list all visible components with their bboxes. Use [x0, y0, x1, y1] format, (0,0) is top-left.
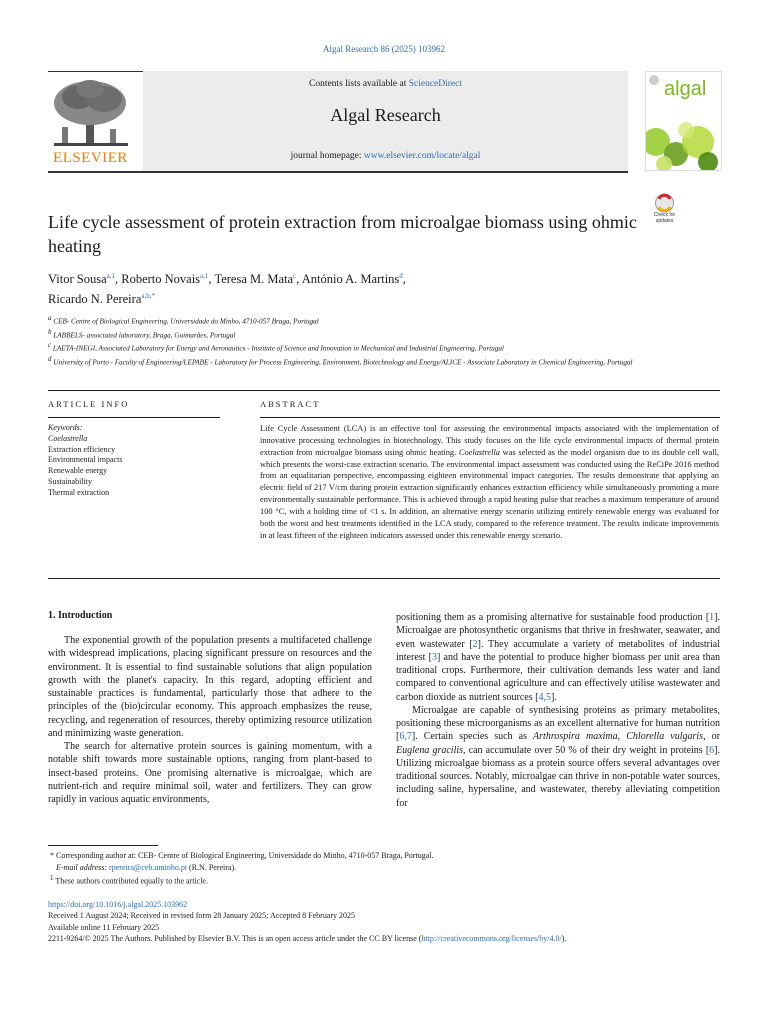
affiliation-item: $^d$ University of Porto - Faculty of Engineering/LEPABE - Laboratory for Process Engineering, Environment, Biotechnology and Energy/ALICE - Associate Laboratory in Chemical Engineering, Portugal — [48, 355, 633, 367]
author-name[interactable]: Teresa M. Mata — [214, 272, 294, 287]
section-divider — [48, 390, 720, 391]
received-dates: Received 1 August 2024; Received in revised form 28 January 2025; Accepted 8 February 2025 — [48, 911, 356, 921]
body-paragraph: The exponential growth of the population presents a multifaceted challenge with widespread implications, placing significant pressure on resources and the environment. It is essential to find sustainable solutions that align population growth with the planet's capacity. In this regard, adopting efficient and sustainable practices is fundamental, particularly those that adhere to the principles of the (bio)circular economy. This approach emphasizes the reuse, recycling, and regeneration of resources, thereby optimizing resource utilization and minimizing waste generation. — [48, 635, 372, 739]
check-updates-label: Check for updates — [653, 212, 676, 224]
author-affil-mark[interactable]: a,1 — [200, 272, 209, 280]
doi-link[interactable]: https://doi.org/10.1016/j.algal.2025.103962 — [48, 900, 188, 909]
body-paragraph: Microalgae are capable of synthesising proteins as primary metabolites, positioning these microorganisms as an excellent alternative for human nutrition [6,7]. Certain species such as Arthrospira maxima, Chlorella vulgaris, or Euglena gracilis, can accumulate over 50 % of their dry weight in proteins [6]. Utilizing microalgae biomass as a protein source offers several advantages over traditional sources. Notably, microalgae can thrive in non-potable water sources, including saline, hypersaline, and wastewater, thereby alleviating competition for — [396, 704, 720, 809]
footnote-equal: $^1$ These authors contributed equally to the article. — [50, 874, 208, 886]
abstract-bottom-rule — [48, 578, 720, 579]
author-affil-mark[interactable]: c — [293, 272, 297, 280]
banner-bottom-rule — [48, 171, 628, 173]
journal-citation[interactable]: Algal Research 86 (2025) 103962 — [323, 44, 445, 54]
keyword-item: Thermal extraction — [48, 487, 110, 497]
footnote-rule — [48, 845, 158, 846]
publication-info — [48, 899, 748, 944]
author-affil-mark[interactable]: a,b,* — [141, 292, 155, 301]
citation-link[interactable]: 6 — [709, 744, 715, 756]
license-link[interactable]: http://creativecommons.org/licenses/by/4.0/ — [421, 933, 562, 943]
footnote-corresponding: * Corresponding author at: CEB- Centre of Biological Engineering, Universidade do Minho, 4710-057 Braga, Portugal. — [48, 851, 434, 860]
license-line: 2211-9264/© 2025 The Authors. Published by Elsevier B.V. This is an open access article under the CC BY license (http://creativecommons.org/licenses/by/4.0/). — [48, 933, 567, 943]
footnote-email: E-mail address: rpereira@ceb.uminho.pt (R.N. Pereira). — [56, 862, 237, 872]
keyword-item: Sustainability — [48, 476, 92, 486]
body-column-left — [48, 634, 372, 806]
article-info-heading: ARTICLE INFO — [48, 399, 130, 409]
keyword-item: Coelastrella — [48, 433, 88, 443]
keyword-item: Renewable energy — [48, 466, 108, 476]
affiliation-item: $^b$ LABBELS- associated laboratory, Braga, Guimarães, Portugal — [48, 327, 236, 340]
citation-link[interactable]: 6,7 — [399, 731, 412, 743]
online-date: Available online 11 February 2025 — [48, 922, 160, 932]
check-updates-icon — [648, 193, 681, 213]
author-name[interactable]: António A. Martins — [301, 272, 400, 287]
homepage-prefix: journal homepage: — [290, 151, 364, 161]
author-affil-mark[interactable]: a,1 — [106, 272, 115, 280]
author-name[interactable]: Ricardo N. Pereira — [48, 292, 142, 307]
keyword-item: Extraction efficiency — [48, 444, 116, 454]
abstract-heading: ABSTRACT — [260, 399, 321, 409]
banner-center — [143, 71, 628, 171]
journal-name: Algal Research — [330, 105, 441, 125]
keywords-label: Keywords: — [48, 423, 83, 432]
cover-title: algal — [664, 78, 707, 100]
citation-link[interactable]: 2 — [472, 638, 478, 650]
elsevier-wordmark: ELSEVIER — [53, 150, 128, 166]
abstract-text: Life Cycle Assessment (LCA) is an effective tool for assessing the environmental impacts associated with the implementation of innovative processing technologies in biotechnology. This study focuses on the life cycle environmental impacts of thermal protein extraction from microalgae biomass using ohmic heating. Coelastrella was selected as the model organism due to its double cell wall, which presents the worst-case extraction scenario. The environmental impact assessment was conducted using the ReCiPe 2016 method from an equalitarian perspective, encompassing eighteen environmental impact categories. The results demonstrate that applying an electric field of 217 V/cm during protein extraction significantly enhances extraction efficiency while simultaneously promoting a more environmentally sustainable performance. This is achieved through a rapid heating pulse that reaches a maximum temperature of around 100 °C, with a holding time of <1 s. In addition, an alternative energy scenario utilizing entirely renewable energy was evaluated for both the worst and best treatments identified in the LCA study, compared to the reference treatment. The results indicate improvements in at least fifteen of the eighteen indicators assessed under this renewable energy scenario. — [260, 424, 719, 540]
cover-art-icon — [646, 72, 721, 170]
citation-link[interactable]: 3 — [432, 651, 437, 663]
journal-banner — [48, 71, 628, 171]
elsevier-logo[interactable] — [48, 77, 133, 171]
introduction-heading: 1. Introduction — [48, 610, 113, 621]
citation-link[interactable]: 1 — [709, 612, 715, 623]
keywords-block — [48, 423, 220, 499]
affiliation-item: $^c$ LAETA-INEGI, Associated Laboratory for Energy and Aeronautics - Institute of Science and Innovation in Mechanical and Industrial Engineering, Portugal — [48, 341, 504, 353]
info-rule — [48, 417, 220, 418]
author-list: Vitor Sousa$^{a,1}$, Roberto Novais$^{a,1}$, Teresa M. Mata$^c$, António A. Martins$^d$, Ricardo N. Pereira$^{a,b,*}$ — [48, 272, 406, 307]
author-affil-mark[interactable]: d — [399, 272, 403, 280]
author-name[interactable]: Vitor Sousa — [48, 272, 107, 287]
contents-line — [143, 79, 628, 89]
affiliations — [48, 313, 658, 368]
sciencedirect-link[interactable]: ScienceDirect — [408, 79, 462, 89]
contents-prefix: Contents lists available at — [308, 79, 409, 89]
body-column-right — [396, 611, 720, 810]
footnotes — [48, 850, 728, 887]
homepage-line — [143, 151, 628, 161]
author-name[interactable]: Roberto Novais — [121, 272, 201, 287]
affiliation-item: $^a$ CEB- Centre of Biological Engineering, Universidade do Minho, 4710-057 Braga, Portugal — [48, 314, 319, 326]
body-paragraph: positioning them as a promising alternative for sustainable food production [1]. Microalgae are photosynthetic organisms that thrive in freshwater, seawater, and even wastewater [2]. They accumulate a variety of metabolites of industrial interest [3] and have the potential to produce higher biomass per unit area than traditional crops. Furthermore, their cultivation demands less water and land compared to conventional agriculture and can effectively utilise wastewater and carbon dioxide as nutrient sources [4,5]. — [396, 612, 721, 703]
homepage-link[interactable]: www.elsevier.com/locate/algal — [363, 151, 481, 161]
abstract-rule — [260, 417, 720, 418]
elsevier-tree-icon — [48, 77, 133, 157]
check-for-updates-badge[interactable] — [648, 193, 681, 228]
article-title: Life cycle assessment of protein extraction from microalgae biomass using ohmic heating — [48, 212, 637, 256]
body-paragraph: The search for alternative protein sources is gaining momentum, with a notable shift towards more sustainable options, ranging from plant-based to insect-based proteins. One promising alternative is microalgae, which are nutrient-rich and require minimal soil, water and fertilizers. They can grow rapidly in various aquatic environments, — [48, 741, 372, 805]
citation-link[interactable]: 4,5 — [538, 691, 551, 703]
keyword-item: Environmental impacts — [48, 455, 123, 465]
email-link[interactable]: rpereira@ceb.uminho.pt — [109, 862, 188, 872]
journal-cover[interactable] — [645, 71, 722, 171]
